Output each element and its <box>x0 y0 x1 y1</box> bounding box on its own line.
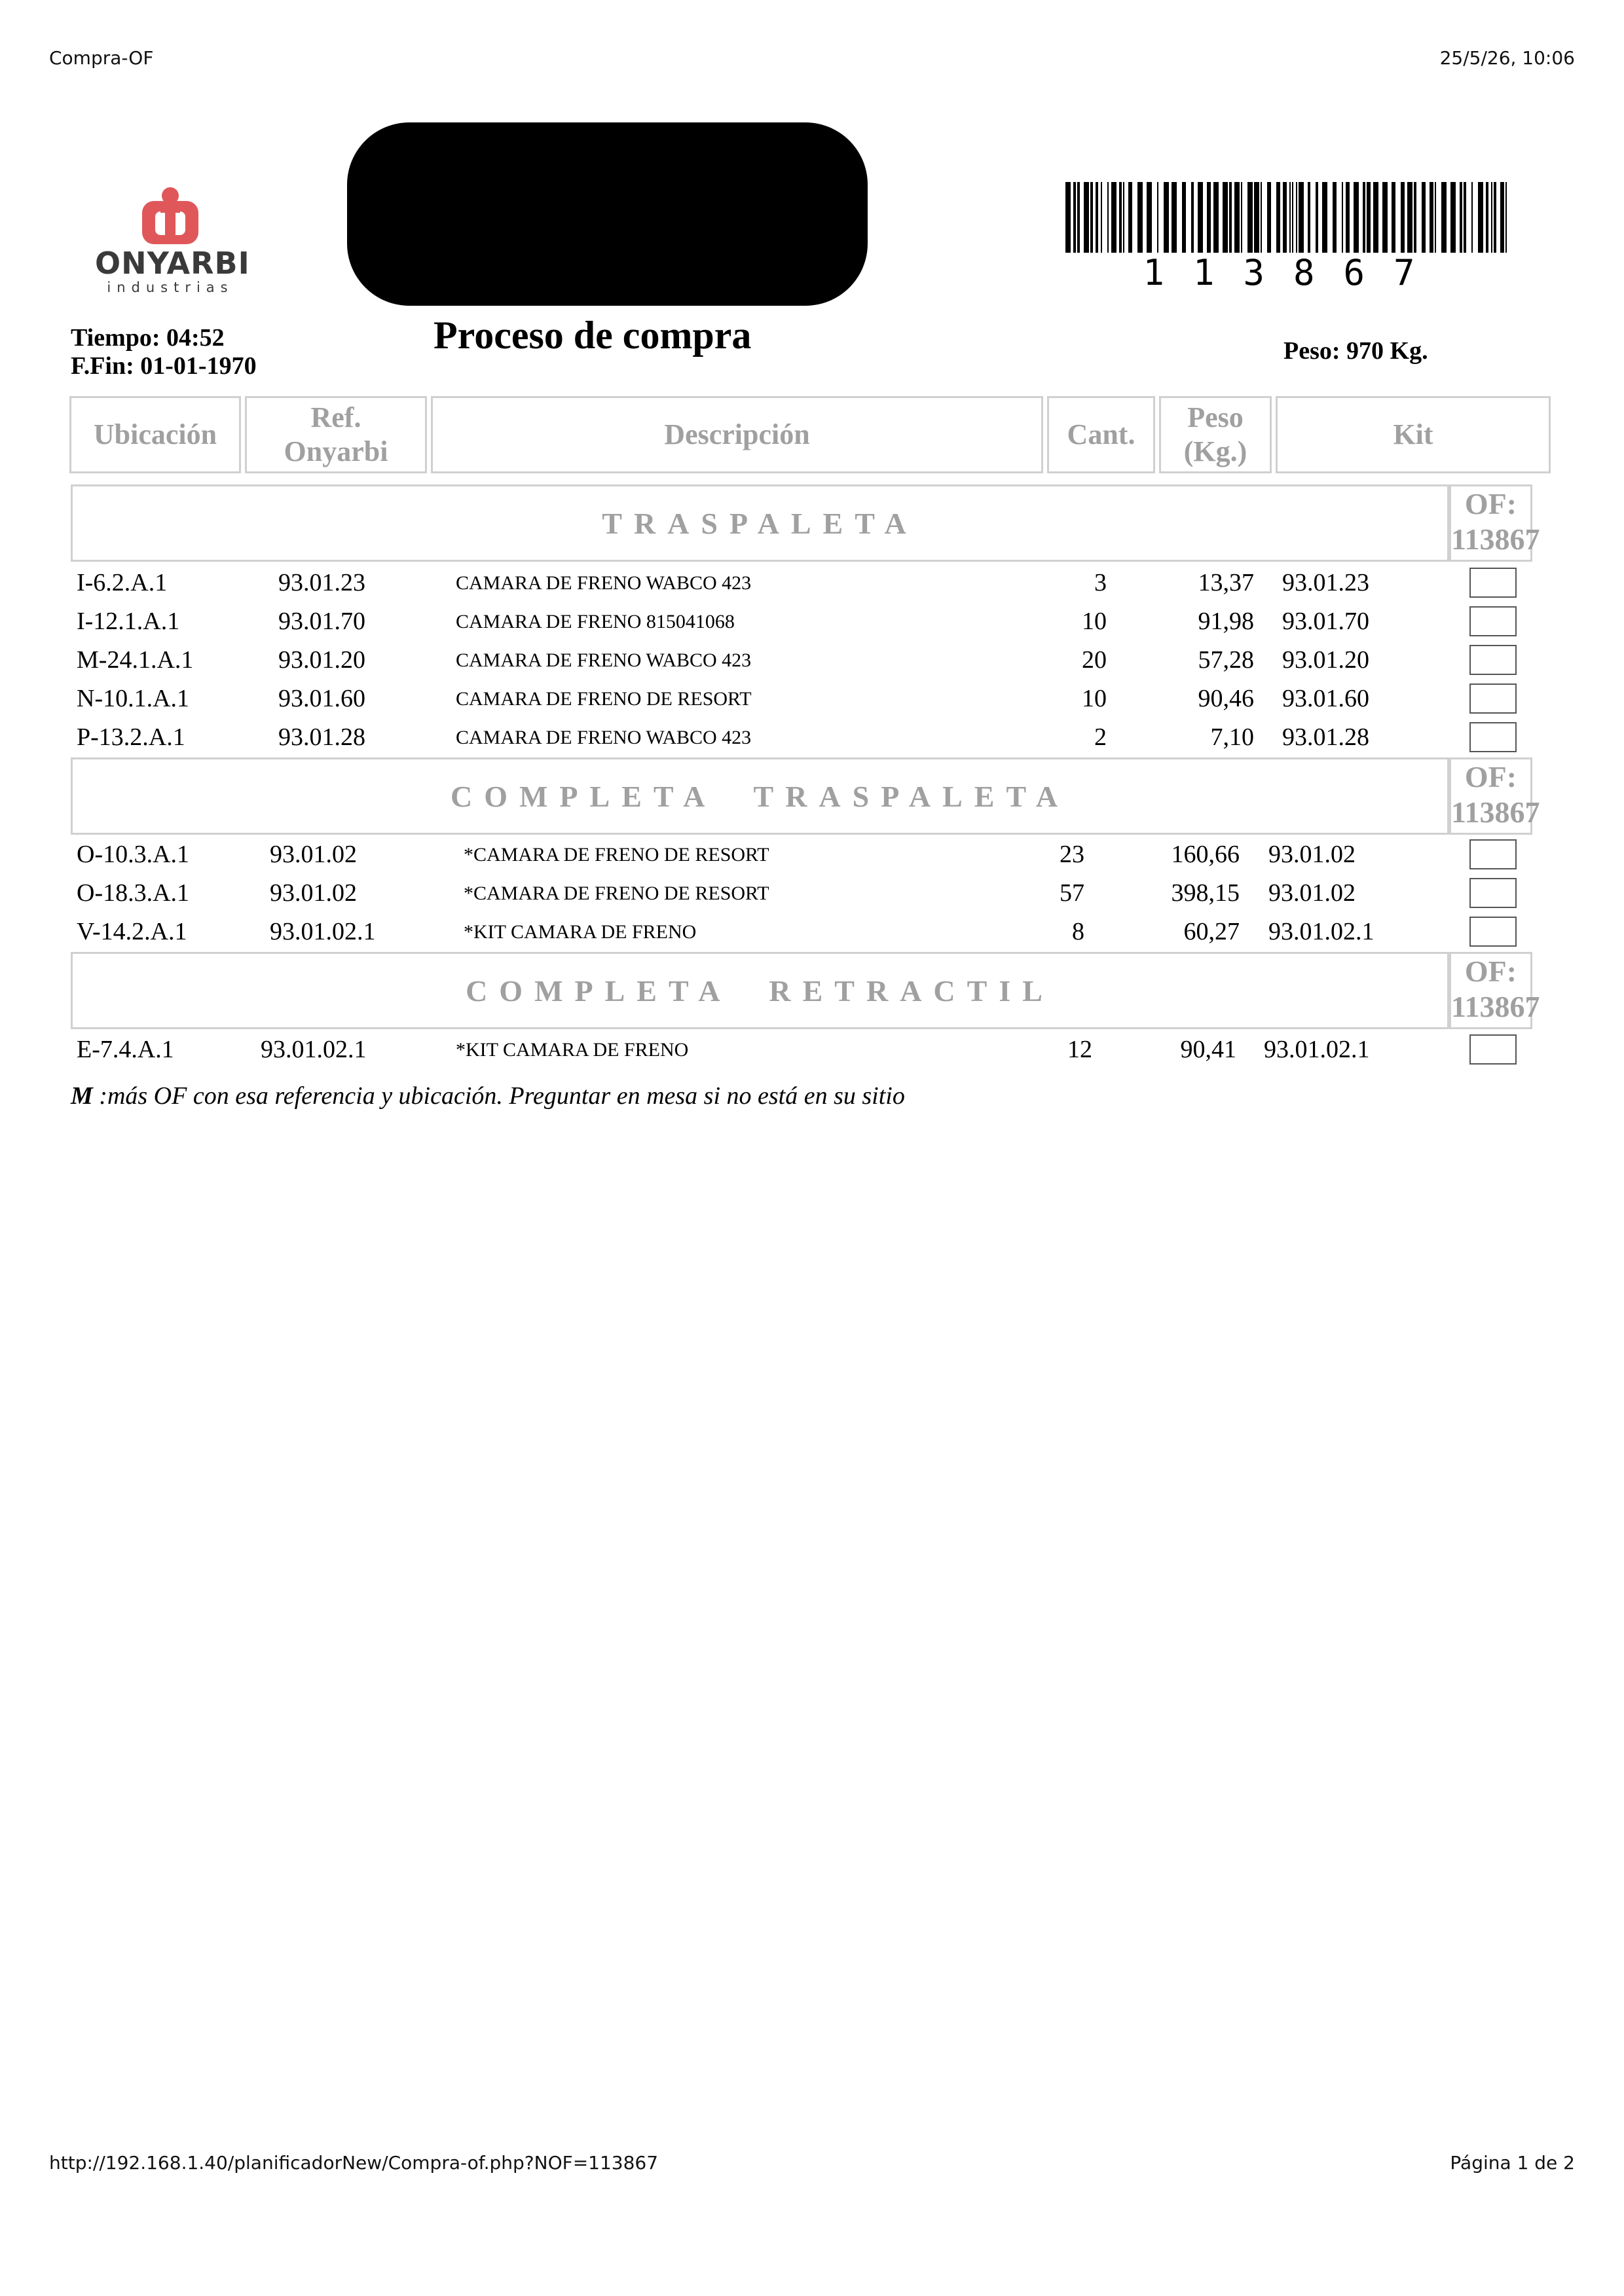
barcode-number: 113867 <box>1143 252 1444 293</box>
section-of-box: OF: 113867 <box>1449 484 1532 562</box>
table-row <box>0 641 1624 680</box>
row-ref: 93.01.23 <box>278 569 365 596</box>
row-kit: 93.01.02.1 <box>1264 1036 1370 1063</box>
table-row <box>0 913 1624 951</box>
row-ref: 93.01.60 <box>278 685 365 712</box>
footer-page-number: Página 1 de 2 <box>1450 2152 1575 2174</box>
row-quantity: 12 <box>1067 1036 1092 1063</box>
table-row <box>0 564 1624 602</box>
row-kit: 93.01.20 <box>1282 646 1369 674</box>
row-ref: 93.01.28 <box>278 723 365 751</box>
table-row <box>0 718 1624 757</box>
column-header-ref: Ref. Onyarbi <box>245 396 427 473</box>
row-ref: 93.01.02.1 <box>261 1036 367 1063</box>
row-location: I-6.2.A.1 <box>77 569 168 596</box>
row-checkbox[interactable] <box>1469 1034 1517 1065</box>
row-description: *CAMARA DE FRENO DE RESORT <box>464 844 769 866</box>
row-kit: 93.01.70 <box>1282 608 1369 635</box>
row-location: M-24.1.A.1 <box>77 646 194 674</box>
table-row <box>0 602 1624 641</box>
row-quantity: 57 <box>1060 879 1084 907</box>
row-description: CAMARA DE FRENO WABCO 423 <box>456 572 752 594</box>
row-quantity: 10 <box>1082 685 1107 712</box>
row-checkbox[interactable] <box>1469 722 1517 752</box>
row-kit: 93.01.28 <box>1282 723 1369 751</box>
row-weight: 60,27 <box>1183 918 1240 945</box>
row-description: CAMARA DE FRENO DE RESORT <box>456 688 752 710</box>
row-kit: 93.01.02 <box>1268 879 1356 907</box>
fecha-fin-label: F.Fin: 01-01-1970 <box>71 352 257 380</box>
column-header-descripcion: Descripción <box>431 396 1043 473</box>
row-description: CAMARA DE FRENO WABCO 423 <box>456 649 752 671</box>
company-logo <box>95 187 250 295</box>
row-quantity: 3 <box>1094 569 1107 596</box>
tiempo-label: Tiempo: 04:52 <box>71 324 225 352</box>
barcode-icon <box>1064 182 1509 253</box>
row-description: *CAMARA DE FRENO DE RESORT <box>464 883 769 904</box>
row-description: *KIT CAMARA DE FRENO <box>464 921 697 943</box>
row-description: CAMARA DE FRENO 815041068 <box>456 611 735 632</box>
row-checkbox[interactable] <box>1469 645 1517 675</box>
row-location: O-18.3.A.1 <box>77 879 190 907</box>
section-of-box: OF: 113867 <box>1449 757 1532 835</box>
row-ref: 93.01.02 <box>270 841 357 868</box>
row-quantity: 2 <box>1094 723 1107 751</box>
row-weight: 398,15 <box>1171 879 1240 907</box>
row-checkbox[interactable] <box>1469 683 1517 714</box>
row-checkbox[interactable] <box>1469 606 1517 636</box>
section-of-box: OF: 113867 <box>1449 952 1532 1029</box>
row-ref: 93.01.20 <box>278 646 365 674</box>
footnote: M :más OF con esa referencia y ubicación. Preguntar en mesa si no está en su sitio <box>71 1082 905 1110</box>
print-header-title: Compra-OF <box>49 47 154 69</box>
row-checkbox[interactable] <box>1469 568 1517 598</box>
row-location: N-10.1.A.1 <box>77 685 190 712</box>
row-kit: 93.01.02 <box>1268 841 1356 868</box>
section-header: TRASPALETA <box>71 484 1449 562</box>
row-kit: 93.01.02.1 <box>1268 918 1375 945</box>
row-quantity: 10 <box>1082 608 1107 635</box>
row-quantity: 8 <box>1072 918 1084 945</box>
table-row <box>0 1030 1624 1069</box>
column-header-ubicacion: Ubicación <box>69 396 241 473</box>
section-header: COMPLETA TRASPALETA <box>71 757 1449 835</box>
section-header: COMPLETA RETRACTIL <box>71 952 1449 1029</box>
logo-subtitle-text: industrias <box>107 280 234 295</box>
onyarbi-logo-icon <box>95 187 246 247</box>
row-location: I-12.1.A.1 <box>77 608 180 635</box>
table-row <box>0 874 1624 913</box>
row-kit: 93.01.60 <box>1282 685 1369 712</box>
row-checkbox[interactable] <box>1469 878 1517 908</box>
row-weight: 90,41 <box>1180 1036 1236 1063</box>
row-location: P-13.2.A.1 <box>77 723 185 751</box>
row-quantity: 23 <box>1060 841 1084 868</box>
row-weight: 160,66 <box>1171 841 1240 868</box>
table-row <box>0 680 1624 718</box>
page-title: Proceso de compra <box>434 314 752 357</box>
column-header-cant: Cant. <box>1047 396 1155 473</box>
row-ref: 93.01.70 <box>278 608 365 635</box>
redacted-block <box>347 122 868 306</box>
row-weight: 13,37 <box>1198 569 1254 596</box>
row-weight: 57,28 <box>1198 646 1254 674</box>
footer-url: http://192.168.1.40/planificadorNew/Compra-of.php?NOF=113867 <box>49 2152 659 2174</box>
column-header-peso: Peso (Kg.) <box>1159 396 1272 473</box>
row-ref: 93.01.02.1 <box>270 918 376 945</box>
row-location: E-7.4.A.1 <box>77 1036 174 1063</box>
peso-total-label: Peso: 970 Kg. <box>1283 337 1428 365</box>
logo-brand-text: ONYARBI <box>95 246 250 281</box>
row-weight: 90,46 <box>1198 685 1254 712</box>
row-ref: 93.01.02 <box>270 879 357 907</box>
row-location: O-10.3.A.1 <box>77 841 190 868</box>
print-header-datetime: 25/5/26, 10:06 <box>1439 47 1575 69</box>
column-header-kit: Kit <box>1276 396 1551 473</box>
row-checkbox[interactable] <box>1469 839 1517 869</box>
row-location: V-14.2.A.1 <box>77 918 187 945</box>
row-description: CAMARA DE FRENO WABCO 423 <box>456 727 752 748</box>
row-quantity: 20 <box>1082 646 1107 674</box>
row-kit: 93.01.23 <box>1282 569 1369 596</box>
table-row <box>0 835 1624 874</box>
row-checkbox[interactable] <box>1469 917 1517 947</box>
row-weight: 91,98 <box>1198 608 1254 635</box>
row-description: *KIT CAMARA DE FRENO <box>456 1039 689 1061</box>
row-weight: 7,10 <box>1210 723 1254 751</box>
